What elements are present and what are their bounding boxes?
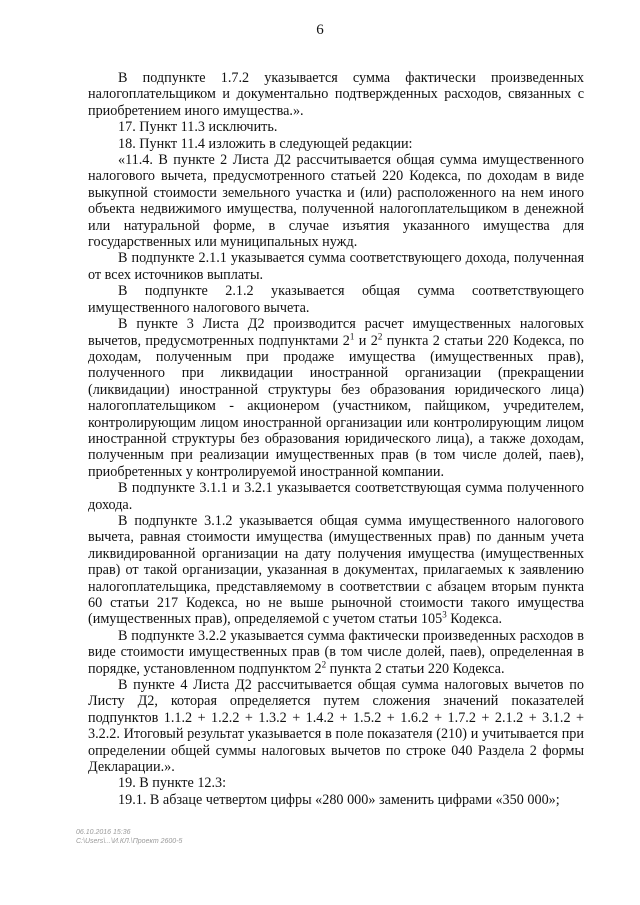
paragraph-5: В подпункте 2.1.1 указывается сумма соответствующего дохода, полученная от всех источников выплаты. [88,250,584,283]
paragraph-2: 17. Пункт 11.3 исключить. [118,119,278,136]
paragraph-6: В подпункте 2.1.2 указывается общая сумма соответствующего имущественного налогового вычета. [88,283,584,316]
page-number: 6 [316,22,324,38]
paragraph-10 [88,628,584,677]
paragraph-7 [88,316,584,480]
file-footer [76,828,182,846]
paragraph-9-text-b: Кодекса. [446,611,503,628]
paragraph-9 [88,513,584,628]
paragraph-8: В подпункте 3.1.1 и 3.2.1 указывается соответствующая сумма полученного дохода. [88,480,584,513]
superscript-4: 2 [321,658,327,669]
superscript-3: 3 [442,609,447,620]
paragraph-11: В пункте 4 Листа Д2 рассчитывается общая сумма налоговых вычетов по Листу Д2, которая определяется путем сложения значений показателей подпунктов 1.1.2 + 1.2.2 + 1.3.2 + 1.4.2 + 1.5.2 + 1.6.2 + 1.7.2 + 2.1.2 + 3.1.2 + 3.2.2. Итоговый результат указывается в поле показателя (210) и учитывается при определении общей суммы налоговых вычетов по строке 040 Раздела 2 формы Декларации.». [88,677,584,776]
paragraph-10-text-a: В подпункте 3.2.2 указывается сумма фактически произведенных расходов в виде стоимости имущественных прав (в том числе долей, паев), определенная в порядке, установленном подпунктом 2 [88,627,584,677]
paragraph-10-text-b: пункта 2 статьи 220 Кодекса. [326,660,505,677]
paragraph-12: 19. В пункте 12.3: [118,775,227,792]
paragraph-13: 19.1. В абзаце четвертом цифры «280 000» заменить цифрами «350 000»; [118,791,560,808]
paragraph-4: «11.4. В пункте 2 Листа Д2 рассчитывается общая сумма имущественного налогового вычета, предусмотренного статьей 220 Кодекса, по доходам в виде выкупной стоимости земельного участка и (или) расположенного на нем иного объекта недвижимого имущества, полученной налогоплательщиком в денежной или натуральной форме, в случае изъятия указанного имущества для государственных или муниципальных нужд. [88,152,584,251]
paragraph-3: 18. Пункт 11.4 изложить в следующей редакции: [118,135,413,152]
paragraph-7-text-b: и 2 [354,332,378,349]
superscript-2: 2 [377,330,383,341]
superscript-1: 1 [349,330,355,341]
footer-file-path: C:\Users\...\И.КЛ.\Проект 2600-5 [76,838,183,845]
paragraph-7-text-c: пункта 2 статьи 220 Кодекса, по доходам, полученным при продаже имущества (имущественных прав), полученного при ликвидации иностранной организации (прекращении (ликвидации) иностранной структуры без образования юридического лица) налогоплательщиком - акционером (участником, пайщиком, учредителем, контролирующим лицом иностранной организации или контролирующим лицом иностранной структуры без образования юридического лица), а также доходам, полученным при реализации имущественных прав (в том числе долей, паев), приобретенных у контролируемой иностранной компании. [88,332,585,480]
paragraph-9-text-a: В подпункте 3.1.2 указывается общая сумма имущественного налогового вычета, равная стоимости имущества (имущественных прав) по данным учета ликвидированной организации на дату получения имущества (имущественных прав) от такой организации, указанная в документах, прилагаемых к заявлению налогоплательщика, представляемому в соответствии с абзацем вторым пункта 60 статьи 217 Кодекса, но не выше рыночной стоимости такого имущества (имущественных прав), определяемой с учетом статьи 105 [88,512,584,628]
footer-timestamp: 06.10.2016 15:36 [76,829,131,836]
paragraph-7-text-a: В пункте 3 Листа Д2 производится расчет имущественных налоговых вычетов, предусмотренных подпунктами 2 [88,316,584,349]
document-body [88,70,584,808]
paragraph-1: В подпункте 1.7.2 указывается сумма фактически произведенных налогоплательщиком и документально подтвержденных расходов, связанных с приобретением иного имущества.». [88,70,584,119]
